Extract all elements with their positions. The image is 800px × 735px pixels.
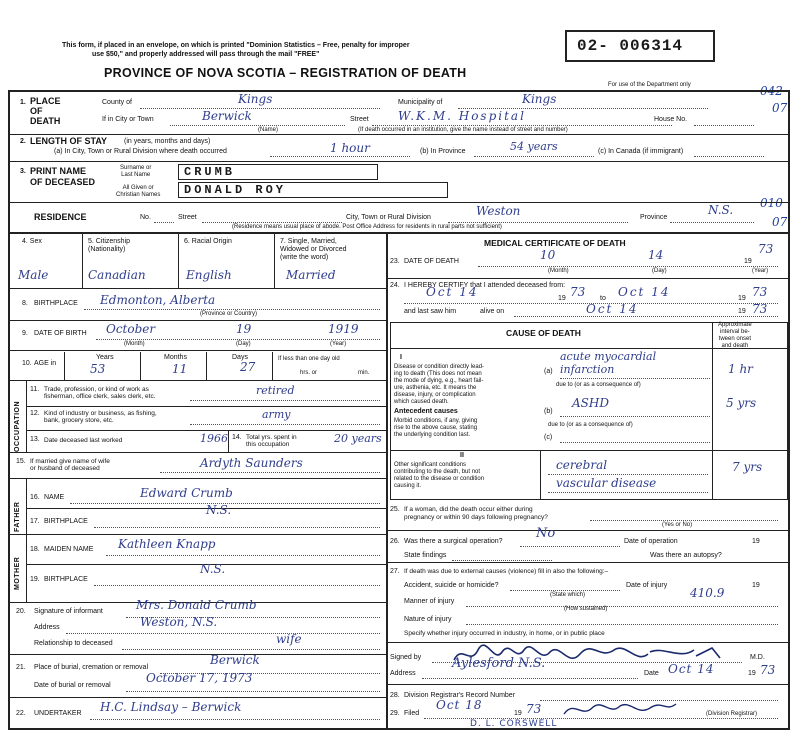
racial-origin-label: 6. Racial Origin <box>184 238 232 245</box>
item-22-number: 22. <box>16 710 26 717</box>
state-which-label: (State which) <box>550 592 586 598</box>
street-label: Street <box>350 116 369 123</box>
certify-label: I HEREBY CERTIFY that I attended deceased from: <box>404 282 566 289</box>
item-19-number: 19. <box>30 576 40 583</box>
residence-province-label: Province <box>640 214 668 221</box>
form-title: PROVINCE OF NOVA SCOTIA – REGISTRATION OF DEATH <box>104 66 467 80</box>
residence-city-value: Weston <box>476 204 521 218</box>
father-name-value: Edward Crumb <box>140 486 233 500</box>
cause-a-interval: 1 hr <box>728 362 753 376</box>
accident-label: Accident, suicide or homicide? <box>404 582 499 589</box>
mother-birthplace-value: N.S. <box>200 562 226 576</box>
last-saw-date: Oct 14 <box>586 302 639 316</box>
surname-label: Surname or Last Name <box>120 165 152 178</box>
filed-date: Oct 18 <box>436 698 483 712</box>
surgery-question: Was there a surgical operation? <box>404 538 503 545</box>
signoff-year-prefix: 19 <box>748 670 756 677</box>
autopsy-label: Was there an autopsy? <box>650 552 722 559</box>
dob-day-sub: (Day) <box>236 341 251 347</box>
cause-c-tag: (c) <box>544 434 553 441</box>
residence-label: RESIDENCE <box>34 212 87 222</box>
total-years-label: Total yrs. spent in this occupation <box>246 434 297 448</box>
mailing-notice: This form, if placed in an envelope, on which is printed "Dominion Statistics – Free, penalty for improper <box>62 42 410 49</box>
operation-date-label: Date of operation <box>624 538 678 545</box>
item-23-number: 23. <box>390 258 400 265</box>
informant-label: Signature of informant <box>34 608 103 615</box>
months-label: Months <box>164 354 187 361</box>
last-saw-prefix: 19 <box>738 308 746 315</box>
burial-date-label: Date of burial or removal <box>34 682 111 689</box>
antecedent-label: Antecedent causes <box>394 408 458 415</box>
undertaker-value: H.C. Lindsay – Berwick <box>100 700 242 714</box>
age-days: 27 <box>240 360 256 374</box>
yes-no-label: (Yes or No) <box>662 522 693 528</box>
residence-no-label: No. <box>140 214 151 221</box>
birthplace-value: Edmonton, Alberta <box>100 293 216 307</box>
cause-b-interval: 5 yrs <box>726 396 757 410</box>
father-birthplace-label: BIRTHPLACE <box>44 518 88 525</box>
total-years-value: 20 years <box>334 432 382 445</box>
margin-code-1: 042 <box>760 84 783 98</box>
filed-year-prefix: 19 <box>514 710 522 717</box>
mother-name-value: Kathleen Knapp <box>118 537 216 551</box>
attended-from-prefix: 19 <box>558 295 566 302</box>
signoff-date-label: Date <box>644 670 659 677</box>
dob-label: DATE OF BIRTH <box>34 330 87 337</box>
stay-city-label: (a) In City, Town or Rural Division where death occurred <box>54 148 227 155</box>
last-saw-year: 73 <box>752 302 768 316</box>
dod-day: 14 <box>648 248 664 262</box>
father-name-label: NAME <box>44 494 65 501</box>
other-conditions-label: Other significant conditions contributing to the death, but not related to the disease or condition causing it. <box>394 462 485 489</box>
given-names-label: All Given or Christian Names <box>116 185 161 198</box>
place-of-death-label: PLACE OF DEATH <box>30 96 61 126</box>
under-one-day-label: If less than one day old <box>278 356 340 362</box>
institution-note: (If death occurred in an institution, give the name instead of street and number) <box>358 127 568 133</box>
hours-label: hrs. or <box>300 370 318 376</box>
surname-value: CRUMB <box>184 165 236 179</box>
birthplace-sublabel: (Province or Country) <box>200 311 258 317</box>
industry-place-label: Specify whether injury occurred in industry, in home, or in public place <box>404 630 605 637</box>
residence-city-label: City, Town or Rural Division <box>346 214 431 221</box>
external-causes-label: If death was due to external causes (violence) fill in also the following:– <box>404 568 609 575</box>
stay-province-value: 54 years <box>510 140 558 153</box>
md-label: M.D. <box>750 654 765 661</box>
operation-year-prefix: 19 <box>752 538 760 545</box>
industry-label: Kind of industry or business, as fishing, bank, grocery store, etc. <box>44 410 157 424</box>
dod-month: 10 <box>540 248 556 262</box>
item-10-number: 10. <box>22 360 32 367</box>
item-28-number: 28. <box>390 692 400 699</box>
cause-b-tag: (b) <box>544 408 553 415</box>
county-value: Kings <box>238 92 273 106</box>
margin-code-4: 07 <box>772 215 788 229</box>
burial-date-value: October 17, 1973 <box>146 671 253 685</box>
cause-of-death-header: CAUSE OF DEATH <box>506 328 581 338</box>
citizenship-value: Canadian <box>88 268 146 282</box>
margin-code-2: 07 <box>772 101 788 115</box>
registrar-signature <box>560 698 680 720</box>
signoff-address: Aylesford N.S. <box>452 656 546 671</box>
antecedent-description: Morbid conditions, if any, giving rise to the above cause, stating the underlying condition last. <box>394 418 478 438</box>
item-29-number: 29. <box>390 710 400 717</box>
signed-by-label: Signed by <box>390 654 422 661</box>
item-18-number: 18. <box>30 546 40 553</box>
days-label: Days <box>232 354 248 361</box>
last-worked-label: Date deceased last worked <box>44 437 123 444</box>
how-sustained-label: (How sustained) <box>564 606 608 612</box>
due-to-a-label: due to (or as a consequence of) <box>556 382 641 388</box>
city-name-sublabel: (Name) <box>258 127 279 133</box>
item-3-number: 3. <box>20 168 26 175</box>
date-of-death-label: DATE OF DEATH <box>404 258 459 265</box>
attended-to-label: to <box>600 295 606 302</box>
father-side-label: FATHER <box>14 501 21 532</box>
dod-day-sub: (Day) <box>652 268 667 274</box>
item-14-number: 14. <box>232 434 242 441</box>
item-24-number: 24. <box>390 282 400 289</box>
city-value: Berwick <box>202 109 252 123</box>
last-saw-label: and last saw him <box>404 308 457 315</box>
mailing-notice-2: use $50," and properly addressed will pass through the mail "FREE" <box>92 51 320 58</box>
item-20-number: 20. <box>16 608 26 615</box>
city-label: If in City or Town <box>102 116 154 123</box>
informant-address-label: Address <box>34 624 60 631</box>
municipality-label: Municipality of <box>398 99 443 106</box>
filed-label: Filed <box>404 710 420 717</box>
county-label: County of <box>102 99 132 106</box>
dod-year-sub: (Year) <box>752 268 769 274</box>
registrar-name: D. L. CORSWELL <box>470 719 558 729</box>
sex-label: 4. Sex <box>22 238 42 245</box>
mother-name-label: MAIDEN NAME <box>44 546 94 553</box>
attended-to-year: 73 <box>752 285 768 299</box>
dod-century: 19 <box>744 258 752 265</box>
manner-label: Manner of injury <box>404 598 455 605</box>
signoff-address-label: Address <box>390 670 416 677</box>
racial-origin-value: English <box>186 268 232 282</box>
stay-canada-label: (c) In Canada (if immigrant) <box>598 148 684 155</box>
injury-date-label: Date of injury <box>626 582 668 589</box>
wife-value: Ardyth Saunders <box>200 456 303 470</box>
birthplace-label: BIRTHPLACE <box>34 300 78 307</box>
trade-label: Trade, profession, or kind of work as fisherman, office clerk, sales clerk, etc. <box>44 386 156 400</box>
municipality-value: Kings <box>522 92 557 106</box>
direct-cause-label: Disease or condition directly lead- ing to death (This does not mean the mode of dying, e.g., heart fail- ure, asthenia, etc. It means the disease, injury, or complication which caused death. <box>394 364 485 405</box>
last-worked-value: 1966 <box>200 432 228 445</box>
other-condition-line2: vascular disease <box>556 476 657 490</box>
dod-year: 73 <box>758 242 774 256</box>
alive-on-label: alive on <box>480 308 505 315</box>
sex-value: Male <box>18 268 49 282</box>
manner-code: 410.9 <box>690 586 725 600</box>
age-months: 11 <box>172 362 188 376</box>
other-condition-interval: 7 yrs <box>732 460 763 474</box>
item-16-number: 16. <box>30 494 40 501</box>
informant-address: Weston, N.S. <box>140 615 218 629</box>
item-15-number: 15. <box>16 458 26 465</box>
item-2-number: 2. <box>20 138 26 145</box>
stay-province-label: (b) In Province <box>420 148 466 155</box>
relationship-value: wife <box>276 632 302 646</box>
record-number-label: Division Registrar's Record Number <box>404 692 516 699</box>
mother-birthplace-label: BIRTHPLACE <box>44 576 88 583</box>
burial-place-label: Place of burial, cremation or removal <box>34 664 148 671</box>
item-8-number: 8. <box>22 300 28 307</box>
other-condition-line1: cerebral <box>556 458 608 472</box>
given-names-value: DONALD ROY <box>184 183 287 197</box>
item-17-number: 17. <box>30 518 40 525</box>
signoff-year: 73 <box>760 663 776 677</box>
cause-a-value: acute myocardial infarction <box>560 350 657 376</box>
age-label: AGE in <box>34 360 57 367</box>
dob-month: October <box>106 322 156 336</box>
item-12-number: 12. <box>30 410 40 417</box>
item-9-number: 9. <box>22 330 28 337</box>
due-to-b-label: due to (or as a consequence of) <box>548 422 633 428</box>
findings-label: State findings <box>404 552 447 559</box>
attended-to-prefix: 19 <box>738 295 746 302</box>
item-26-number: 26. <box>390 538 400 545</box>
trade-value: retired <box>256 384 295 397</box>
citizenship-label: 5. Citizenship (Nationality) <box>88 238 131 253</box>
signoff-date: Oct 14 <box>668 662 715 676</box>
relationship-label: Relationship to deceased <box>34 640 113 647</box>
undertaker-label: UNDERTAKER <box>34 710 82 717</box>
cause-b-value: ASHD <box>572 396 609 410</box>
marital-value: Married <box>286 268 336 282</box>
father-birthplace-value: N.S. <box>206 503 232 517</box>
dob-year: 1919 <box>328 322 359 336</box>
industry-value: army <box>262 408 291 421</box>
item-13-number: 13. <box>30 436 40 443</box>
informant-signature: Mrs. Donald Crumb <box>136 598 257 612</box>
section-two-label: II <box>460 452 464 459</box>
pregnancy-question: If a woman, did the death occur either during pregnancy or within 90 days following pregnancy? <box>404 506 548 521</box>
occupation-side-label: OCCUPATION <box>14 400 21 452</box>
stay-city-value: 1 hour <box>330 141 370 155</box>
nature-label: Nature of injury <box>404 616 452 623</box>
attended-from-date: Oct 14 <box>426 285 479 299</box>
marital-label: 7. Single, Married, Widowed or Divorced (write the word) <box>280 238 347 261</box>
surgery-value: No <box>536 526 556 541</box>
residence-street-label: Street <box>178 214 197 221</box>
minutes-label: min. <box>358 370 370 376</box>
dob-year-sub: (Year) <box>330 341 347 347</box>
street-value: W.K.M. Hospital <box>398 109 526 123</box>
attended-to-date: Oct 14 <box>618 285 671 299</box>
section-one-label: I <box>400 354 402 361</box>
length-of-stay-label: LENGTH OF STAY <box>30 136 108 146</box>
division-registrar-label: (Division Registrar) <box>706 711 758 717</box>
burial-place-value: Berwick <box>210 653 260 667</box>
dod-month-sub: (Month) <box>548 268 569 274</box>
item-21-number: 21. <box>16 664 26 671</box>
item-11-number: 11. <box>30 386 40 393</box>
medical-certificate-header: MEDICAL CERTIFICATE OF DEATH <box>484 238 626 248</box>
item-1-number: 1. <box>20 99 26 106</box>
print-name-label: PRINT NAME OF DECEASED <box>30 166 96 187</box>
interval-header: Approximate interval be- tween onset and death <box>718 322 752 349</box>
department-use-note: For use of the Department only <box>608 82 691 88</box>
residence-province-value: N.S. <box>708 203 734 217</box>
wife-label: If married give name of wife or husband of deceased <box>30 458 110 472</box>
item-27-number: 27. <box>390 568 400 575</box>
years-label: Years <box>96 354 114 361</box>
residence-note: (Residence means usual place of abode. Post Office Address for residents in rural parts not sufficient) <box>232 224 502 230</box>
length-of-stay-hint: (in years, months and days) <box>124 138 211 145</box>
mother-side-label: MOTHER <box>14 556 21 590</box>
registration-number: 02- 006314 <box>577 37 684 55</box>
house-number-label: House No. <box>654 116 688 123</box>
cause-a-tag: (a) <box>544 368 553 375</box>
injury-year-prefix: 19 <box>752 582 760 589</box>
age-years: 53 <box>90 362 106 376</box>
attended-from-year: 73 <box>570 285 586 299</box>
dob-day: 19 <box>236 322 252 336</box>
item-25-number: 25. <box>390 506 400 513</box>
margin-code-3: 010 <box>760 196 783 210</box>
filed-year: 73 <box>526 702 542 716</box>
dob-month-sub: (Month) <box>124 341 145 347</box>
